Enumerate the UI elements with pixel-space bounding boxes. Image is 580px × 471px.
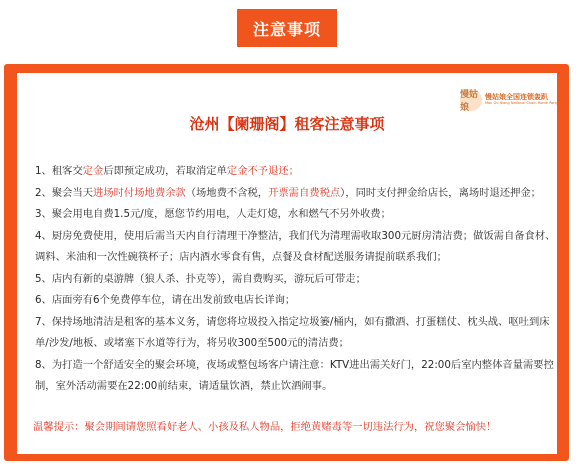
rule-text: 8、为打造一个舒适安全的聚会环境，夜场或整包场客户请注意：KTV进出需关好门，22:00后室内整体音量需要控 <box>35 358 554 371</box>
rule-line <box>35 204 549 226</box>
rule-text: 3、聚会用电自费1.5元/度，愿您节约用电，人走灯熄，水和燃气不另外收费； <box>35 208 391 220</box>
rule-line <box>35 247 549 269</box>
rule-text: 调料、米油和一次性碗筷杯子；店内酒水零食有售，点餐及食材配送服务请提前联系我们； <box>35 251 447 263</box>
rule-highlight-text: 定金不予退还； <box>226 165 299 177</box>
notice-header-tab: 注意事项 <box>237 9 337 47</box>
rule-text: 7、保持场地清洁是租客的基本义务，请您将垃圾投入指定垃圾篓/桶内，如有撒酒、打蛋糕仗、枕头战、呕吐到床 <box>35 315 550 328</box>
rule-text: 4、厨房免费使用，使用后需当天内自行清理干净整洁，我们代为清理需收取300元厨房清洁费；做饭需自备食材、 <box>35 229 556 242</box>
rule-line <box>35 183 549 205</box>
brand-name: 慢姑娘全国连锁轰趴 <box>485 93 548 102</box>
warm-tip: 温馨提示：聚会期间请您照看好老人、小孩及私人物品，拒绝黄赌毒等一切违法行为，祝您聚会愉快！ <box>33 421 497 433</box>
notice-title: 沧州【阑珊阁】租客注意事项 <box>189 115 385 133</box>
rule-text: 6、店面旁有6个免费停车位，请在出发前致电店长详询； <box>35 294 296 306</box>
rule-line <box>35 226 556 248</box>
rule-text: 单/沙发/地板、或堵塞下水道等行为，将另收300至500元的清洁费； <box>35 337 349 349</box>
rule-line <box>35 269 549 291</box>
notice-card <box>4 64 569 461</box>
rule-line <box>35 161 549 183</box>
rule-text: 2、聚会当天 <box>35 186 94 199</box>
brand-subtitle: Man Gu Niang National Chain Home Party <box>485 101 559 106</box>
rule-line <box>35 333 549 355</box>
brand-block <box>460 88 559 113</box>
rule-text: 后即预定成功，若取消定单 <box>103 165 227 177</box>
rule-text: 1、租客交 <box>35 165 83 177</box>
rule-text: （场地费不含税， <box>185 186 269 199</box>
rule-text: ），同时支付押金给店长，离场时退还押金； <box>340 186 541 199</box>
rule-highlight-text: 定金 <box>82 165 104 177</box>
brand-logo-icon: 慢姑娘 <box>460 89 482 111</box>
rule-line <box>35 376 549 398</box>
rule-highlight-text: 开票需自费税点 <box>268 186 341 199</box>
rule-text: 5、店内有新的桌游牌（狼人杀、扑克等），需自费购买，游玩后可带走； <box>35 272 366 285</box>
rule-highlight-text: 进场时付场地费余款 <box>93 186 186 199</box>
rule-line <box>35 355 554 377</box>
rules-list <box>35 161 556 398</box>
rule-text: 制，室外活动需要在22:00前结束，请适量饮酒，禁止饮酒闹事。 <box>35 380 333 392</box>
notice-panel <box>17 73 557 454</box>
rule-line <box>35 312 549 334</box>
rule-line <box>35 290 549 312</box>
